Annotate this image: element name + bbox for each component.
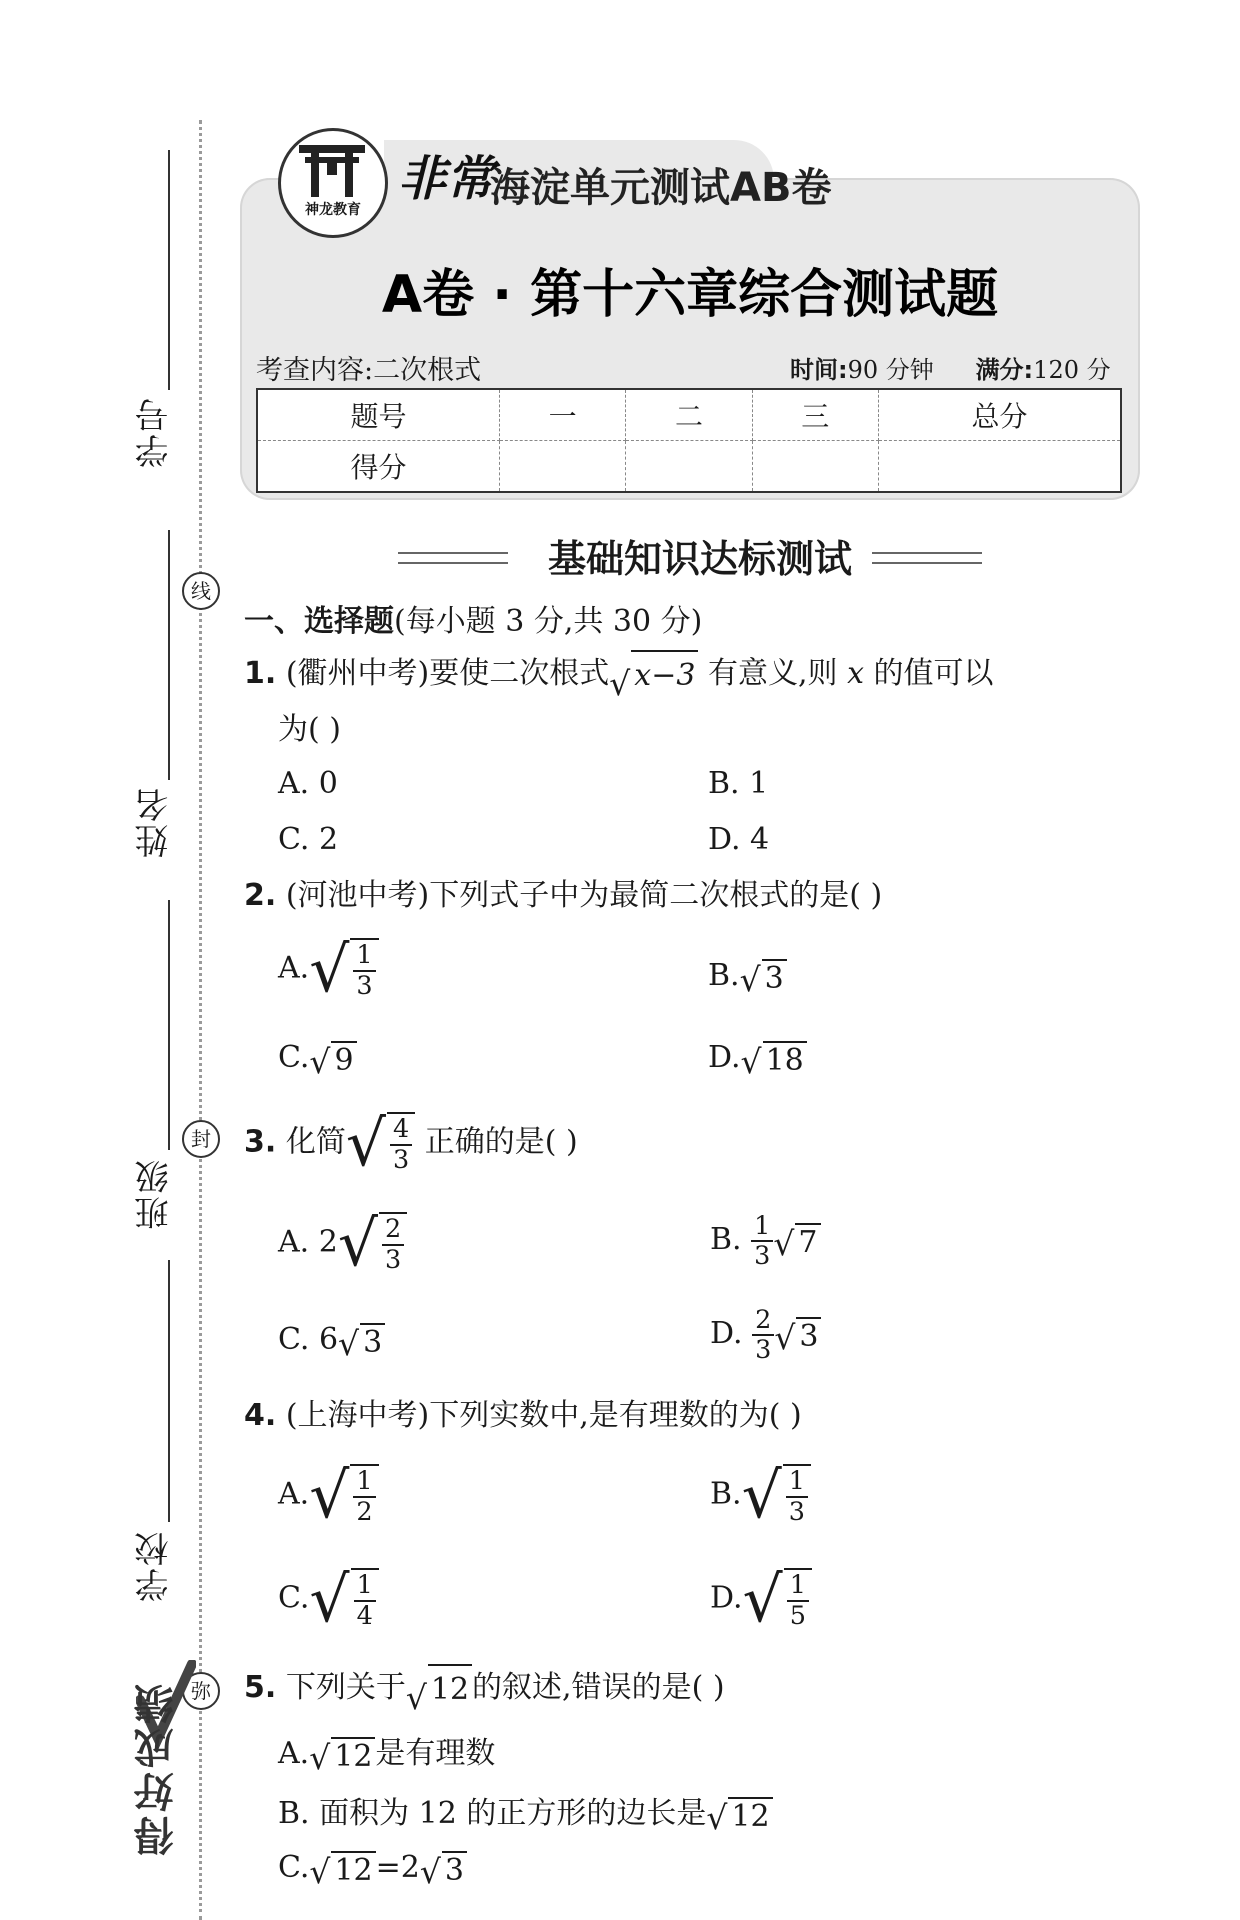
option-b[interactable]	[708, 958, 787, 999]
sqrt-expression: √ 12	[309, 1737, 375, 1774]
page-title: A卷 · 第十六章综合测试题	[381, 265, 999, 325]
radicand: 18	[763, 1041, 807, 1078]
seal-seal: 封	[182, 1120, 220, 1158]
exam-content: 考查内容:二次根式	[256, 355, 482, 386]
option-label: B.	[710, 1476, 742, 1512]
part-note: (每小题 3 分,共 30 分)	[394, 604, 703, 639]
radicand: 3	[360, 1323, 385, 1360]
question-2	[244, 872, 882, 920]
sqrt-expression: √ 3	[420, 1851, 467, 1888]
full-score-label: 满分:	[975, 356, 1034, 384]
option-a[interactable]: A. 0	[278, 766, 338, 801]
fraction	[752, 1306, 774, 1364]
slogan: 得好成绩	[133, 1680, 180, 1856]
option-text: =2	[375, 1850, 420, 1885]
sqrt-expression: √ $\frac{1}{5}$	[743, 1568, 812, 1631]
option-label: A.	[278, 950, 310, 986]
student-id-blank	[168, 150, 170, 390]
radicand: 12	[331, 1851, 375, 1888]
class-blank	[168, 900, 170, 1150]
option-c[interactable]	[278, 1040, 357, 1081]
question-text: (河池中考)下列式子中为最简二次根式的是( )	[285, 878, 883, 913]
option-c[interactable]	[278, 1322, 385, 1363]
option-c[interactable]	[278, 1563, 379, 1636]
brand-script: 非常	[398, 151, 495, 207]
radicand: 7	[795, 1223, 820, 1260]
option-b[interactable]	[710, 1212, 821, 1270]
score-cell: 二	[626, 389, 752, 441]
option-text: 是有理数	[375, 1736, 496, 1771]
question-number: 1.	[244, 656, 277, 691]
option-b[interactable]	[278, 1788, 773, 1837]
score-entry[interactable]	[626, 441, 752, 493]
score-cell: 三	[752, 389, 878, 441]
question-number: 4.	[244, 1398, 277, 1433]
question-text: (衢州中考)要使二次根式	[285, 656, 610, 691]
sqrt-expression: √ 3	[740, 959, 787, 996]
section-heading	[400, 528, 1000, 583]
option-label: D.	[710, 1316, 743, 1352]
seal-line: 线	[182, 572, 220, 610]
radicand: 9	[331, 1041, 356, 1078]
radicand: 12	[428, 1664, 472, 1714]
score-table	[256, 388, 1122, 493]
score-cell: 题号	[257, 389, 499, 441]
sqrt-expression: √ x−3	[609, 650, 698, 700]
radicand: 3	[796, 1317, 821, 1354]
variable: x	[847, 656, 864, 691]
question-text: (上海中考)下列实数中,是有理数的为( )	[285, 1398, 802, 1433]
option-text: B. 面积为 12 的正方形的边长是	[278, 1796, 707, 1831]
option-label: C.	[278, 1040, 310, 1075]
denominator: 4	[356, 1600, 373, 1631]
part-heading	[244, 596, 702, 640]
question-4	[244, 1392, 802, 1440]
question-text: 正确的是( )	[424, 1124, 578, 1160]
option-a[interactable]	[278, 933, 379, 1006]
part-title: 一、选择题	[244, 604, 394, 639]
question-number: 2.	[244, 878, 277, 913]
option-d[interactable]: D. 4	[708, 822, 770, 857]
question-text: 的叙述,错误的是( )	[472, 1670, 725, 1705]
denominator: 3	[788, 1496, 805, 1527]
score-table-score-row	[257, 441, 1121, 493]
sqrt-expression: √ 7	[773, 1223, 820, 1260]
numerator: 2	[752, 1306, 774, 1336]
option-c[interactable]	[278, 1850, 467, 1891]
question-text: 化简	[285, 1124, 346, 1160]
question-3	[244, 1107, 578, 1180]
numerator: 1	[787, 1571, 809, 1601]
numerator: 1	[353, 1467, 375, 1497]
gate-icon	[297, 139, 367, 199]
question-text: 有意义,则	[707, 656, 838, 691]
score-entry[interactable]	[878, 441, 1121, 493]
option-label: C. 6	[278, 1322, 339, 1357]
score-cell: 得分	[257, 441, 499, 493]
question-1	[244, 650, 994, 703]
sqrt-expression: √ $\frac{1}{4}$	[309, 1568, 378, 1631]
school-label: 学校	[135, 1530, 175, 1602]
option-label: A.	[278, 1736, 310, 1771]
school-blank	[168, 1260, 170, 1522]
score-cell: 总分	[878, 389, 1121, 441]
option-label: D.	[708, 1040, 741, 1075]
radicand: 3	[762, 959, 787, 996]
time-label: 时间:	[790, 356, 848, 384]
sqrt-expression: √ $\frac{1}{2}$	[309, 1464, 378, 1527]
option-b[interactable]: B. 1	[708, 766, 769, 801]
denominator: 3	[755, 1335, 772, 1366]
radicand: 3	[442, 1851, 467, 1888]
option-label: A. 2	[278, 1224, 338, 1260]
radicand: 12	[728, 1797, 772, 1834]
option-label: B.	[708, 958, 740, 993]
option-d[interactable]	[708, 1040, 807, 1081]
question-text: 下列关于	[285, 1670, 406, 1705]
numerator: 1	[353, 941, 375, 971]
sqrt-expression: √ 12	[706, 1797, 772, 1834]
full-score-value: 120 分	[1033, 356, 1111, 384]
radicand: 12	[331, 1737, 375, 1774]
numerator: 1	[786, 1467, 808, 1497]
publisher-logo	[278, 128, 388, 238]
question-5	[244, 1664, 725, 1717]
denominator: 5	[789, 1600, 806, 1631]
option-a[interactable]	[278, 1459, 379, 1532]
brand-name: 海淀单元测试AB卷	[490, 165, 832, 211]
denominator: 3	[384, 1244, 402, 1275]
sqrt-expression: √ 3	[774, 1317, 821, 1354]
sqrt-expression: √ $\frac{2}{3}$	[338, 1212, 407, 1275]
binding-dotted-line	[199, 120, 202, 1920]
option-b[interactable]	[710, 1459, 811, 1532]
sqrt-expression: √ $\frac{1}{3}$	[742, 1464, 811, 1527]
option-label: C.	[278, 1580, 310, 1616]
option-label: B.	[710, 1222, 742, 1258]
seal-close: 弥	[182, 1672, 220, 1710]
class-label: 班级	[135, 1158, 175, 1230]
sqrt-expression: √ 12	[309, 1851, 375, 1888]
score-entry[interactable]	[499, 441, 625, 493]
sqrt-expression: √ $\frac{4}{3}$	[346, 1112, 415, 1175]
sqrt-expression: √ 18	[741, 1041, 807, 1078]
name-label: 姓名	[135, 786, 175, 858]
option-a[interactable]	[278, 1728, 496, 1777]
option-label: C.	[278, 1850, 310, 1885]
score-table-header-row	[257, 389, 1121, 441]
fraction	[751, 1212, 773, 1270]
numerator: 1	[354, 1571, 376, 1601]
sqrt-expression: √ 9	[309, 1041, 356, 1078]
question-number: 5.	[244, 1670, 277, 1705]
option-c[interactable]: C. 2	[278, 822, 339, 857]
exam-meta	[790, 350, 1111, 385]
numerator: 2	[382, 1215, 404, 1245]
question-text: 的值可以	[873, 656, 994, 691]
numerator: 1	[751, 1212, 773, 1242]
section-title: 基础知识达标测试	[547, 537, 852, 581]
numerator: 4	[390, 1115, 412, 1145]
option-d[interactable]	[710, 1563, 812, 1636]
option-label: D.	[710, 1580, 743, 1616]
radicand: x−3	[634, 658, 696, 693]
score-cell: 一	[499, 389, 625, 441]
option-d[interactable]	[710, 1306, 821, 1364]
sqrt-expression: √ $\frac{1}{3}$	[309, 938, 378, 1001]
denominator: 3	[356, 970, 373, 1001]
time-value: 90 分钟	[847, 356, 934, 384]
question-number: 3.	[244, 1124, 277, 1160]
name-blank	[168, 530, 170, 780]
logo-text: 神龙教育	[305, 202, 361, 218]
denominator: 3	[392, 1144, 410, 1175]
question-1-cont: 为( )	[278, 712, 341, 747]
denominator: 2	[356, 1496, 373, 1527]
sqrt-expression: √ 12	[406, 1664, 472, 1714]
denominator: 3	[754, 1241, 771, 1272]
student-id-label: 学号	[135, 396, 175, 468]
option-a[interactable]	[278, 1207, 407, 1280]
score-entry[interactable]	[752, 441, 878, 493]
sqrt-expression: √ 3	[338, 1323, 385, 1360]
option-label: A.	[278, 1476, 310, 1512]
